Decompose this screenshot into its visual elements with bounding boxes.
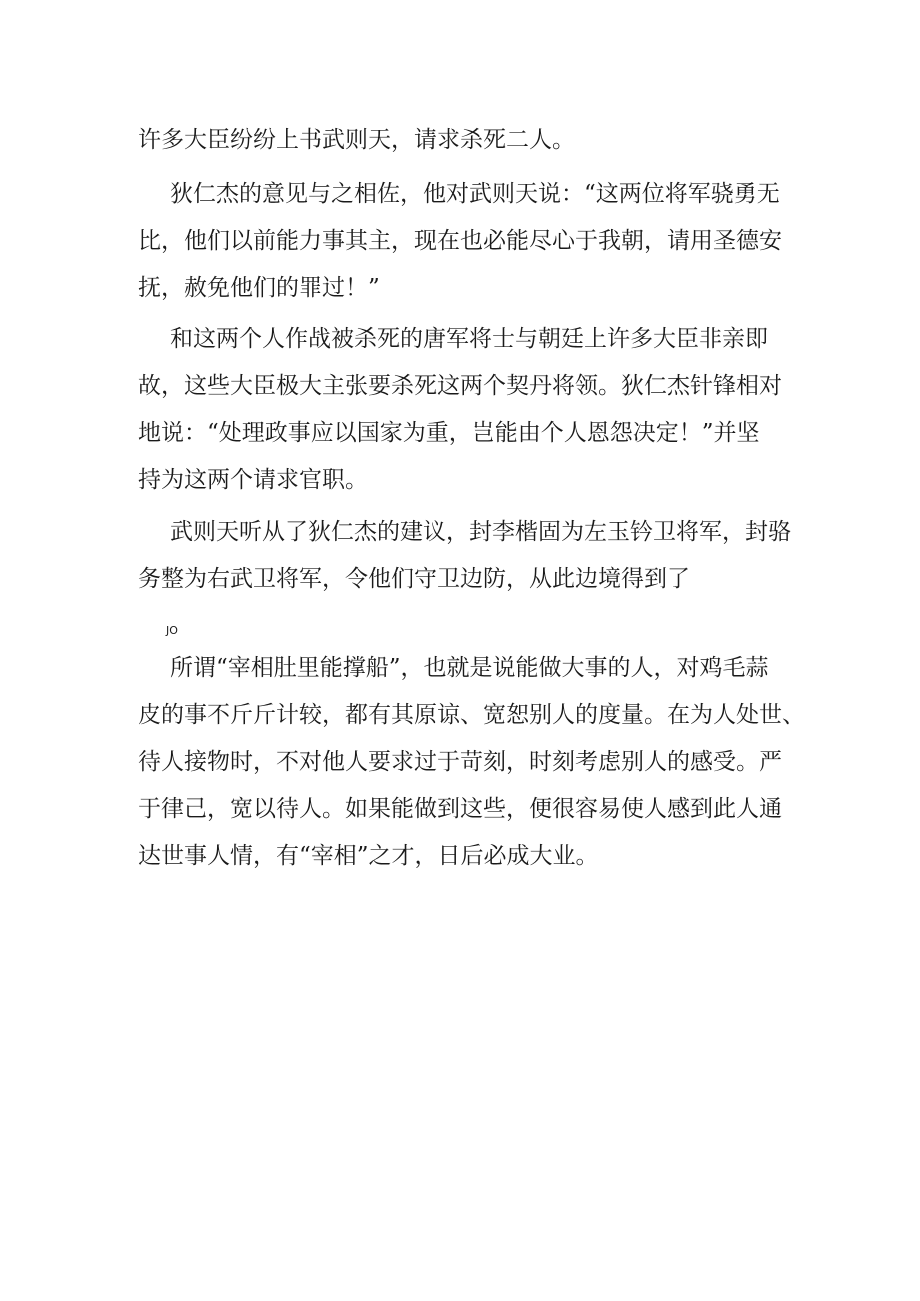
text-line: 待人接物时，不对他人要求过于苛刻，时刻考虑别人的感受。严	[138, 749, 782, 775]
stray-mark: JO	[166, 624, 178, 637]
text-line: 比，他们以前能力事其主，现在也必能尽心于我朝，请用圣德安	[138, 228, 782, 254]
text-line: 所谓“宰相肚里能撑船”，也就是说能做大事的人，对鸡毛蒜	[170, 655, 769, 681]
text-line: 达世事人情，有“宰相”之才，日后必成大业。	[138, 843, 599, 869]
text-line: 持为这两个请求官职。	[138, 467, 368, 493]
text-line: 皮的事不斤斤计较，都有其原谅、宽恕别人的度量。在为人处世、	[138, 702, 805, 728]
text-line: 狄仁杰的意见与之相佐，他对武则天说：“这两位将军骁勇无	[170, 181, 780, 207]
text-line: 武则天听从了狄仁杰的建议，封李楷固为左玉钤卫将军，封骆	[170, 519, 791, 545]
text-line: 抚，赦免他们的罪过！”	[138, 275, 380, 301]
text-line: 故，这些大臣极大主张要杀死这两个契丹将领。狄仁杰针锋相对	[138, 373, 782, 399]
text-line: 许多大臣纷纷上书武则天，请求杀死二人。	[138, 127, 575, 153]
text-line: 和这两个人作战被杀死的唐军将士与朝廷上许多大臣非亲即	[170, 326, 768, 352]
text-line: 于律己，宽以待人。如果能做到这些，便很容易使人感到此人通	[138, 796, 782, 822]
text-line: 务整为右武卫将军，令他们守卫边防，从此边境得到了	[138, 566, 690, 592]
text-line: 地说：“处理政事应以国家为重，岂能由个人恩怨决定！”并坚	[138, 420, 760, 446]
